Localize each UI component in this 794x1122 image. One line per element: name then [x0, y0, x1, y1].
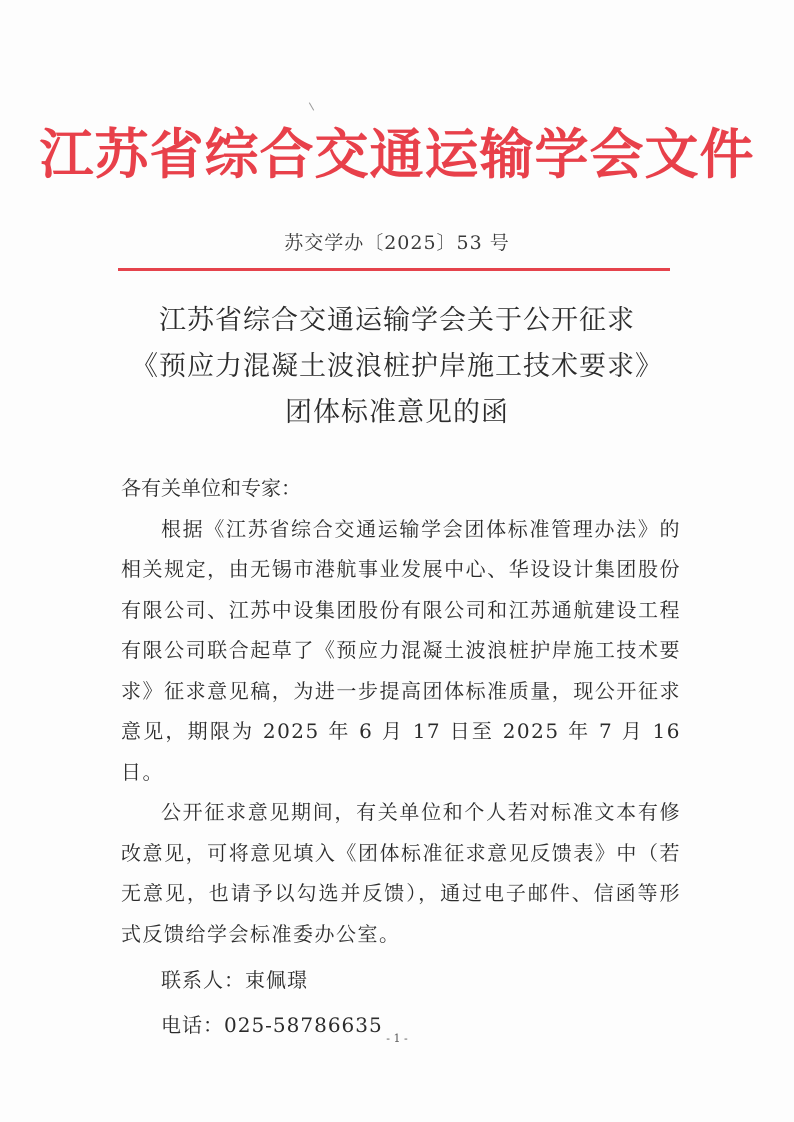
document-body: [121, 468, 681, 1045]
subject-line-2: 《预应力混凝土波浪桩护岸施工技术要求》: [131, 351, 663, 382]
document-subject: [0, 298, 794, 436]
salutation: 各有关单位和专家：: [121, 476, 301, 500]
subject-line-1: 江苏省综合交通运输学会关于公开征求: [159, 305, 635, 336]
document-number: 苏交学办〔2025〕53 号: [284, 232, 510, 254]
contact-phone: 电话：025-58786635: [161, 1012, 383, 1037]
body-paragraph-2: 公开征求意见期间，有关单位和个人若对标准文本有修改意见，可将意见填入《团体标准征求意见反馈表》中（若无意见，也请予以勾选并反馈），通过电子邮件、信函等形式反馈给学会标准委办公室。: [121, 800, 681, 946]
document-header-title: 江苏省综合交通运输学会文件: [39, 122, 755, 186]
page-number: - 1 -: [386, 1032, 408, 1045]
scan-mark: [309, 102, 314, 110]
red-divider-line: [118, 268, 670, 271]
body-paragraph-1: 根据《江苏省综合交通运输学会团体标准管理办法》的相关规定，由无锡市港航事业发展中心、华设设计集团股份有限公司、江苏中设集团股份有限公司和江苏通航建设工程有限公司联合起草了《预应力混凝土波浪桩护岸施工技术要求》征求意见稿，为进一步提高团体标准质量，现公开征求意见，期限为 2025 年 6 月 17 日至 2025 年 7 月 16 日。: [121, 516, 681, 784]
contact-person: 联系人：束佩璟: [161, 968, 308, 992]
subject-line-3: 团体标准意见的函: [285, 397, 509, 428]
